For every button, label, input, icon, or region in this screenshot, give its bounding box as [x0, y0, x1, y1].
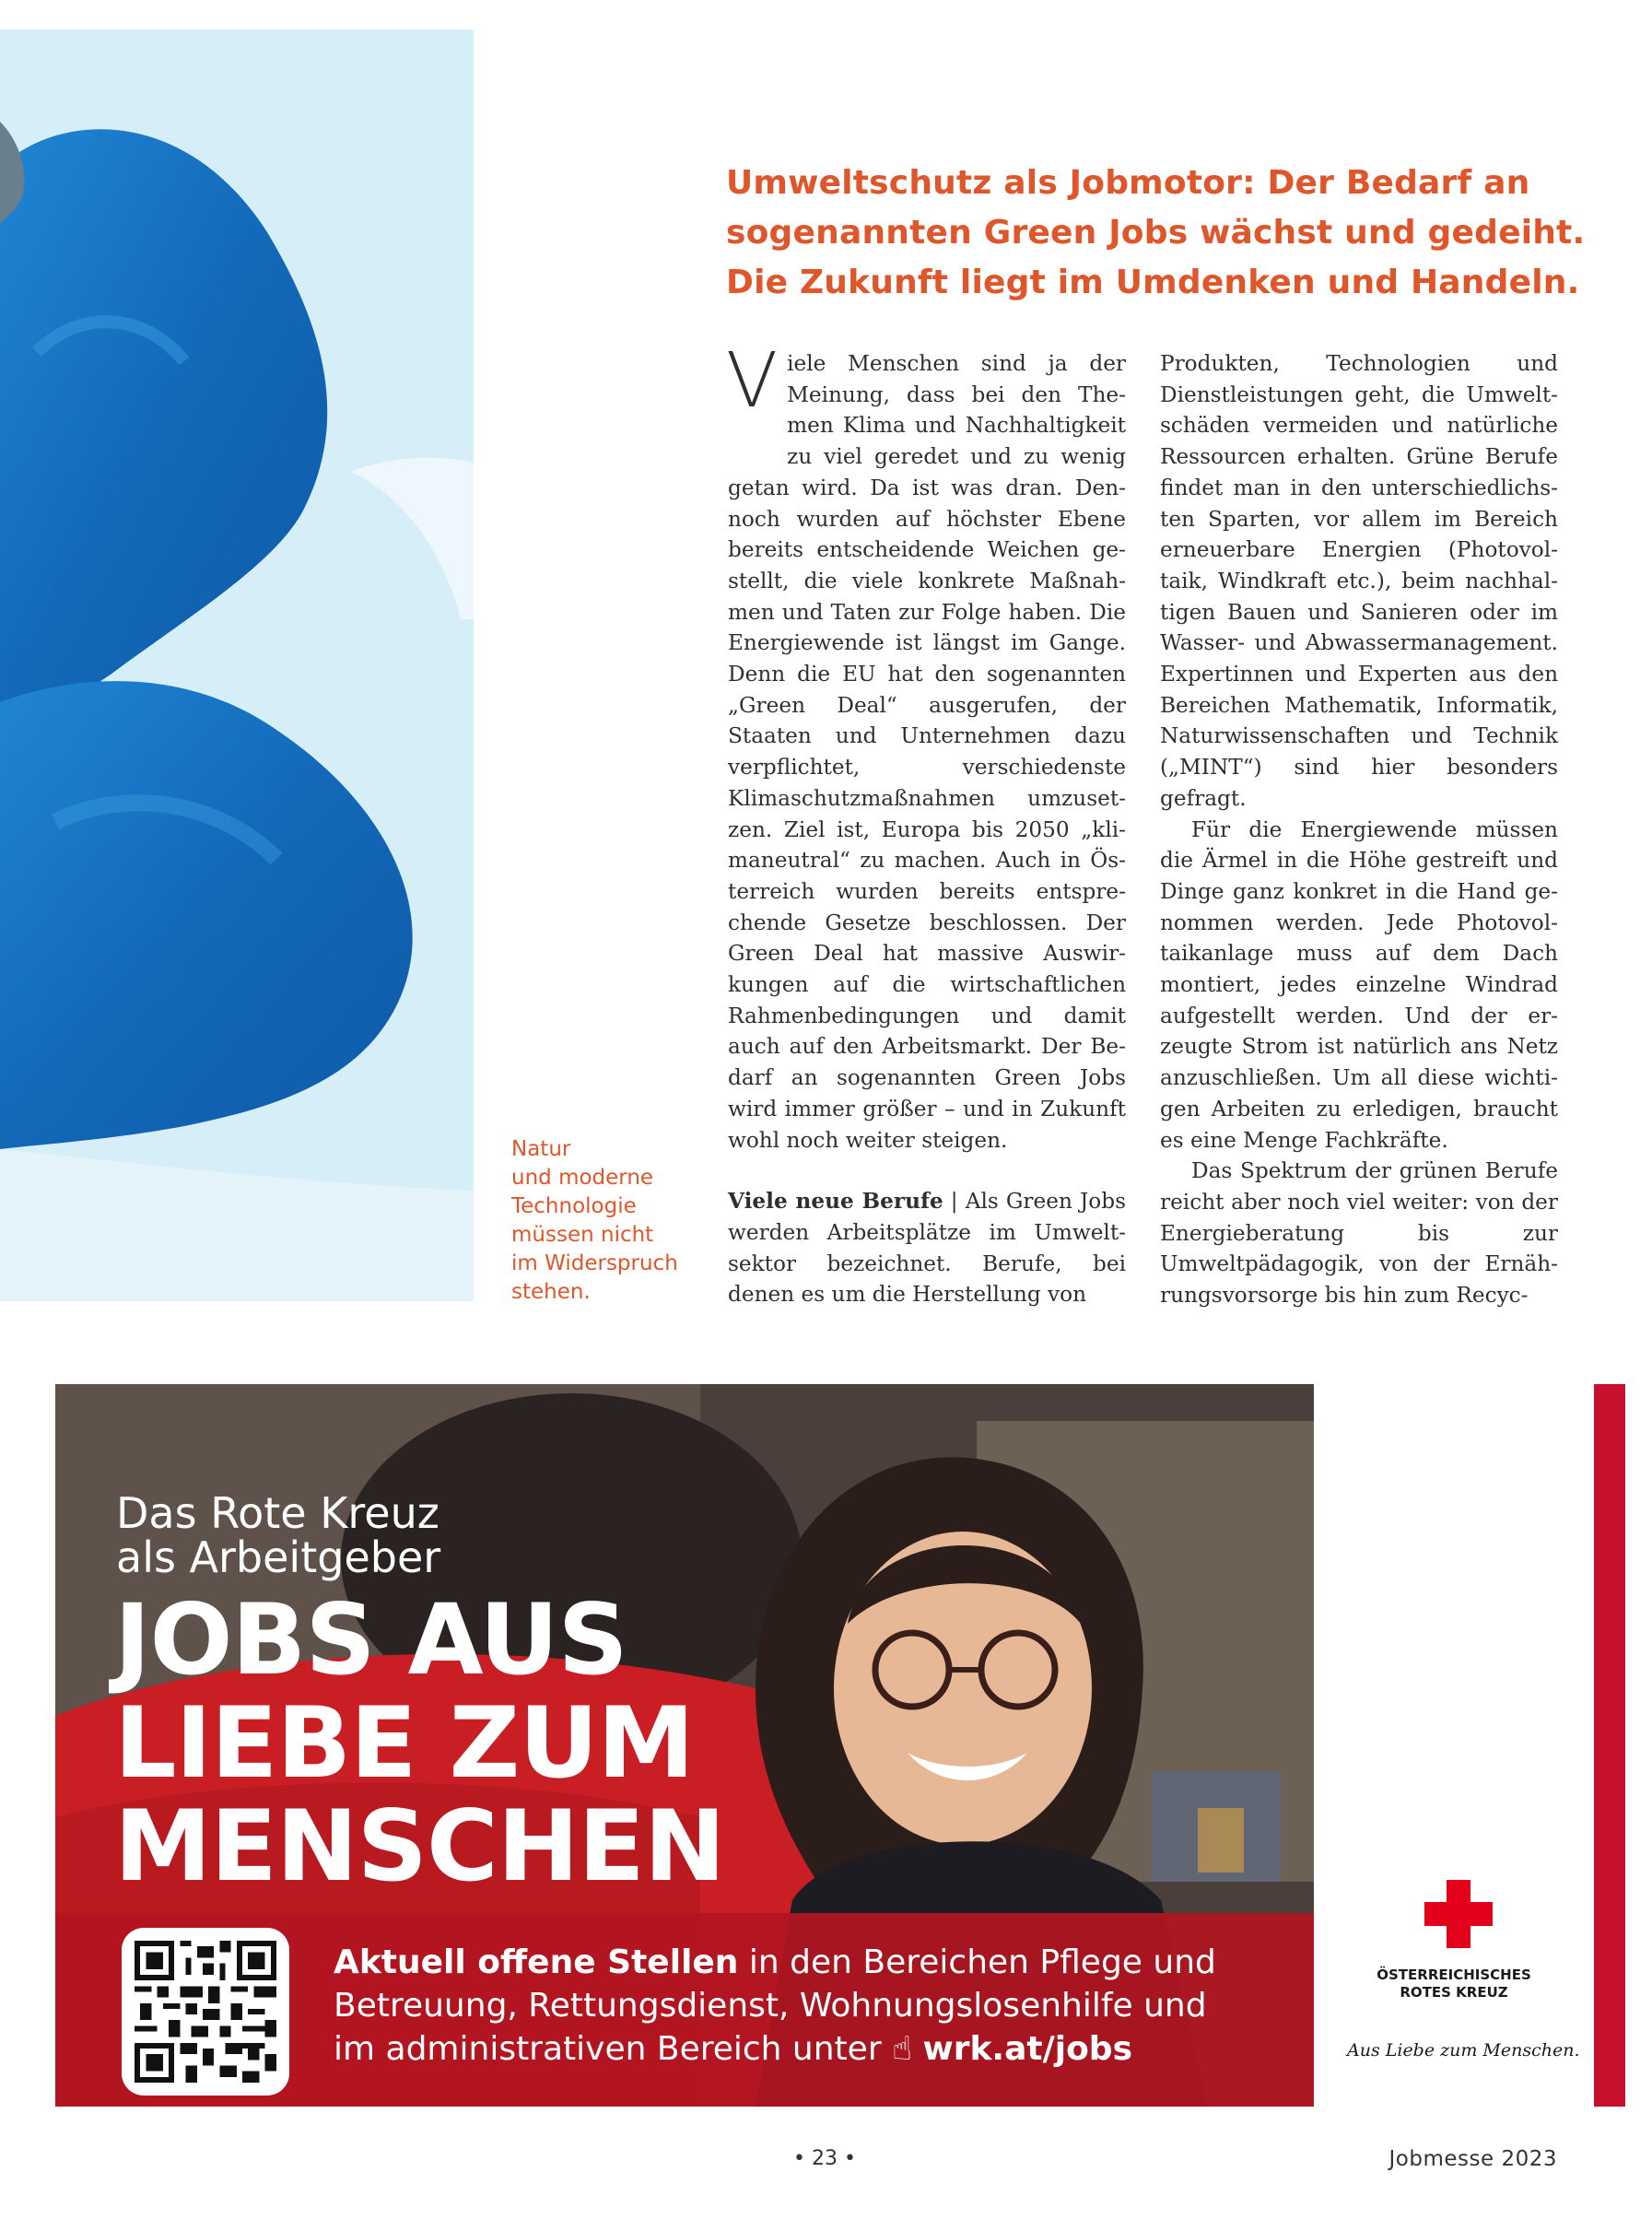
article-paragraph — [728, 1186, 1126, 1310]
organization-name-line: ÖSTERREICHISCHES — [1377, 1967, 1531, 1983]
hero-photo-blue-glove — [0, 29, 474, 1301]
headline-line: Die Zukunft liegt im Umdenken und Handeln. — [726, 264, 1580, 301]
article-headline — [726, 158, 1586, 308]
ad-text-line: Betreuung, Rettungsdienst, Wohnungslosenhilfe und — [334, 1987, 1207, 2025]
article-paragraph: Produkten, Technologien und Dienstleistungen geht, die Umweltschäden vermeiden und natürliche Ressourcen erhalten. Grüne Berufe findet man in den unterschiedlichsten Sparten, vor allem im Bereich erneuerbare Energien (Photovoltaik, Windkraft etc.), beim nachhaltigen Bauen und Sanieren oder im Wasser- und Abwassermanagement. Expertinnen und Experten aus den Bereichen Mathematik, Informatik, Naturwissenschaften und Technik („MINT“) sind hier besonders gefragt. — [1160, 351, 1558, 811]
caption-line: Natur — [511, 1137, 571, 1161]
ad-title — [114, 1583, 725, 1903]
organization-name — [1314, 1967, 1594, 2002]
paragraph-text: iele Menschen sind ja der Meinung, dass bei den Themen Klima und Nachhaltigkeit zu viel geredet und zu wenig getan wird. Da ist was dran. Dennoch wurden auf höchster Ebene bereits entscheidende Weichen gestellt, die viele konkrete Maßnahmen und Taten zur Folge haben. Die Energiewende ist längst im Gange. Denn die EU hat den sogenannten „Green Deal“ ausgerufen, der Staaten und Unternehmen dazu verpflichtet, verschiedenste Klimaschutzmaßnahmen umzusetzen. Ziel ist, Europa bis 2050 „klimaneutral“ zu machen. Auch in Österreich wurden bereits entsprechende Gesetze beschlossen. Der Green Deal hat massive Auswirkungen auf die wirtschaftlichen Rahmenbedingungen und damit auch auf den Arbeitsmarkt. Der Bedarf an sogenannten Green Jobs wird immer größer – und in Zukunft wohl noch weiter steigen. — [728, 351, 1126, 1153]
ad-text-bold: Aktuell offene Stellen — [334, 1943, 739, 1981]
ad-info-band — [55, 1913, 1314, 2107]
ad-title-line: MENSCHEN — [114, 1790, 725, 1903]
subheading: Viele neue Berufe — [728, 1189, 943, 1215]
ad-subtitle-line: als Arbeitgeber — [116, 1532, 441, 1582]
headline-line: Umweltschutz als Jobmotor: Der Bedarf an — [726, 164, 1530, 202]
caption-line: im Widerspruch — [511, 1251, 678, 1275]
photo-caption — [511, 1135, 696, 1307]
page-number: • 23 • — [793, 2147, 856, 2170]
ad-url-link[interactable]: wrk.at/jobs — [922, 2030, 1133, 2068]
organization-name-line: ROTES KREUZ — [1400, 1984, 1508, 2001]
pointer-hand-icon: ☝ — [892, 2030, 923, 2068]
red-cross-icon — [1424, 1880, 1493, 1948]
ad-title-line: JOBS AUS — [114, 1583, 627, 1697]
headline-line: sogenannten Green Jobs wächst und gedeiht. — [726, 214, 1586, 252]
red-side-strip — [1594, 1384, 1625, 2107]
article-column-2 — [1160, 348, 1558, 1311]
publication-title: Jobmesse 2023 — [1388, 2147, 1557, 2171]
qr-code[interactable] — [122, 1928, 289, 2096]
ad-description — [334, 1941, 1216, 2071]
organization-slogan: Aus Liebe zum Menschen. — [1347, 2040, 1580, 2060]
article-paragraph: Das Spektrum der grünen Berufe reicht aber noch viel weiter: von der Energieberatung bis zur Umweltpädagogik, von der Ernährungsvorsorge bis hin zum Recyc- — [1160, 1158, 1558, 1309]
ad-text-line — [334, 2027, 1216, 2071]
caption-line: und moderne — [511, 1166, 654, 1190]
red-cross-logo-panel — [1314, 1384, 1594, 2107]
ad-text-part: im administrativen Bereich unter — [334, 2030, 893, 2068]
caption-line: stehen. — [511, 1280, 591, 1304]
article-paragraph: Für die Energiewende müssen die Ärmel in die Höhe gestreift und Dinge ganz konkret in die Hand genommen werden. Jede Photovoltaikanlage muss auf dem Dach montiert, jedes einzelne Windrad aufgestellt werden. Und der erzeugte Strom ist natürlich ans Netz anzuschließen. Um all diese wichtigen Arbeiten zu erledigen, braucht es eine Menge Fachkräfte. — [1160, 816, 1558, 1153]
caption-line: müssen nicht — [511, 1223, 654, 1247]
ad-title-line: LIEBE ZUM — [114, 1686, 694, 1800]
ad-text-part: in den Bereichen Pflege und — [738, 1943, 1216, 1981]
red-cross-advertisement — [55, 1384, 1625, 2107]
ad-subtitle — [116, 1488, 441, 1582]
ad-subtitle-line: Das Rote Kreuz — [116, 1488, 439, 1538]
paragraph-text: | Als Green Jobs werden Arbeitsplätze im Umweltsektor bezeichnet. Berufe, bei denen es um die Herstellung von — [728, 1189, 1126, 1308]
article-column-1 — [726, 337, 1126, 1310]
ad-text-line — [334, 1941, 1216, 1984]
caption-line: Technologie — [511, 1194, 637, 1218]
drop-cap: V — [726, 337, 779, 425]
article-paragraph — [726, 337, 1126, 1156]
